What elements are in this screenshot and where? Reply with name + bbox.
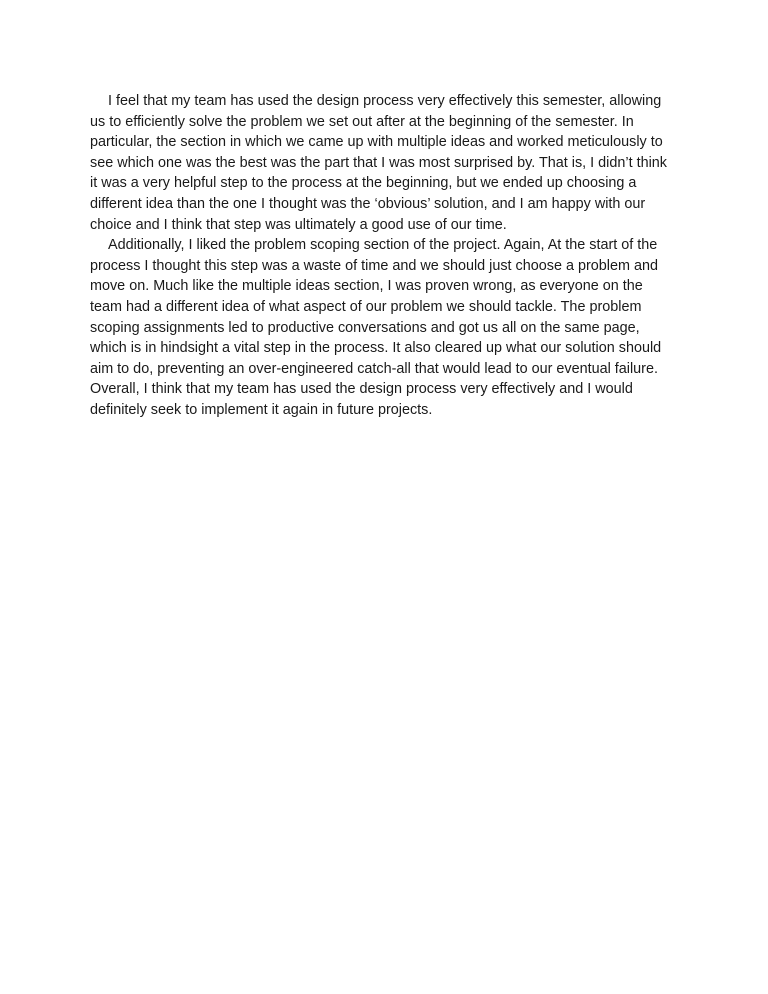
document-body bbox=[90, 91, 678, 421]
paragraph-problem-scoping: Additionally, I liked the problem scoping section of the project. Again, At the start of the process I thought this step was a waste of time and we should just choose a problem and move on. Much like the multiple ideas section, I was proven wrong, as everyone on the team had a different idea of what aspect of our problem we should tackle. The problem scoping assignments led to productive conversations and got us all on the same page, which is in hindsight a vital step in the process. It also cleared up what our solution should aim to do, preventing an over-engineered catch-all that would lead to our eventual failure. Overall, I think that my team has used the design process very effectively and I would definitely seek to implement it again in future projects. bbox=[90, 237, 662, 418]
paragraph-design-process: I feel that my team has used the design process very effectively this semester, allowing us to efficiently solve the problem we set out after at the beginning of the semester. In particular, the section in which we came up with multiple ideas and worked meticulously to see which one was the best was the part that I was most surprised by. That is, I didn’t think it was a very helpful step to the process at the beginning, but we ended up choosing a different idea than the one I thought was the ‘obvious’ solution, and I am happy with our choice and I think that step was ultimately a good use of our time. bbox=[90, 93, 667, 233]
